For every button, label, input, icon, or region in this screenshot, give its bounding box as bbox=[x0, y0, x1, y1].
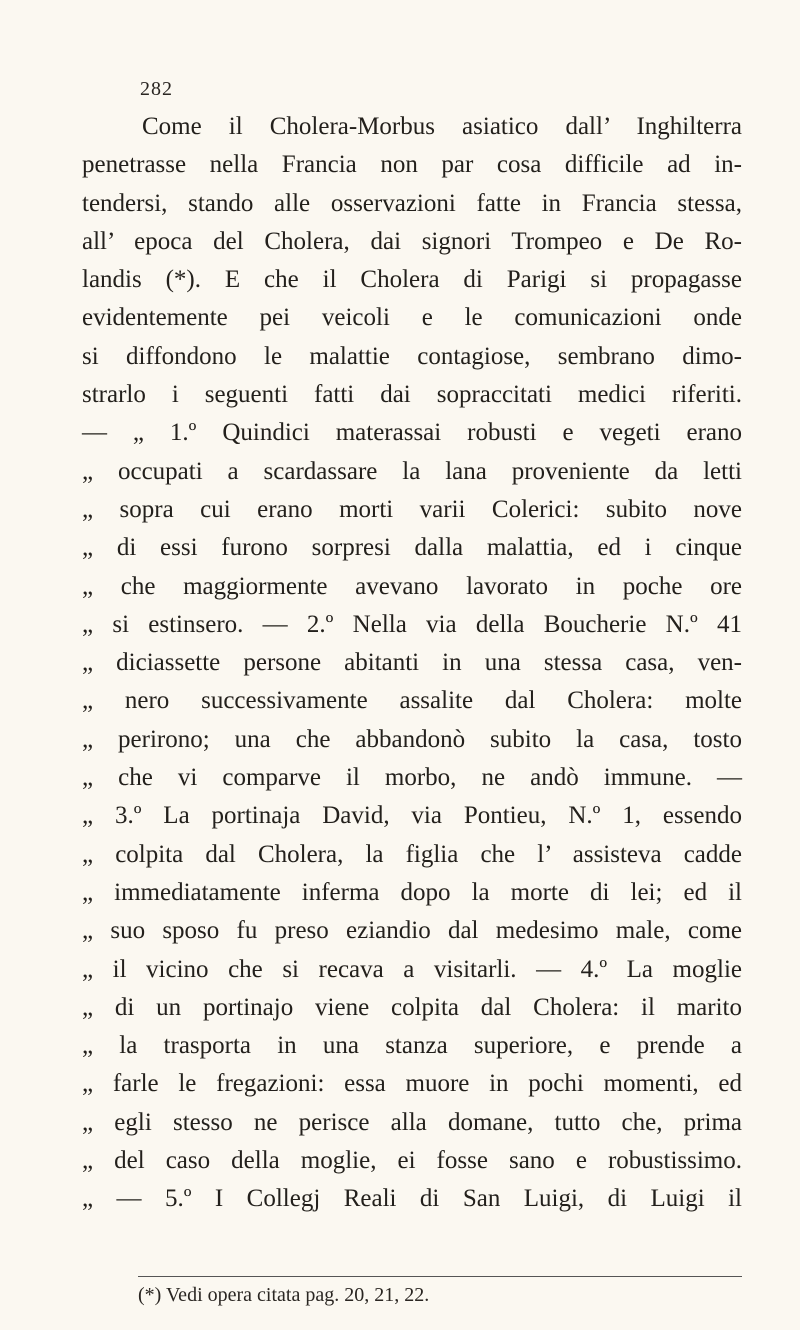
text-line: tendersi, stando alle osservazioni fatte in Francia stessa, bbox=[82, 189, 742, 217]
text-line: si diffondono le malattie contagiose, sembrano dimo- bbox=[82, 342, 742, 370]
text-line: evidentemente pei veicoli e le comunicazioni onde bbox=[82, 304, 742, 332]
text-line: strarlo i seguenti fatti dai sopraccitati medici riferiti. bbox=[82, 381, 742, 409]
text-line: landis (*). E che il Cholera di Parigi si propagasse bbox=[82, 266, 742, 294]
text-line: „ suo sposo fu preso eziandio dal medesimo male, come bbox=[82, 917, 742, 945]
text-line: „ la trasporta in una stanza superiore, e prende a bbox=[82, 1032, 742, 1060]
text-line: „ che vi comparve il morbo, ne andò immune. — bbox=[82, 764, 742, 792]
text-line: „ farle le fregazioni: essa muore in pochi momenti, ed bbox=[82, 1070, 742, 1098]
footnote-divider bbox=[138, 1276, 742, 1277]
text-line: Come il Cholera-Morbus asiatico dall’ Inghilterra bbox=[142, 113, 742, 140]
text-line: „ nero successivamente assalite dal Cholera: molte bbox=[82, 687, 742, 715]
footnote: (*) Vedi opera citata pag. 20, 21, 22. bbox=[138, 1284, 430, 1306]
text-line: „ di un portinajo viene colpita dal Cholera: il marito bbox=[82, 993, 742, 1021]
text-line: penetrasse nella Francia non par cosa difficile ad in- bbox=[82, 151, 742, 179]
text-line: „ del caso della moglie, ei fosse sano e robustissimo. bbox=[82, 1147, 742, 1175]
text-line: — „ 1.º Quindici materassai robusti e vegeti erano bbox=[82, 419, 742, 447]
text-line: all’ epoca del Cholera, dai signori Trompeo e De Ro- bbox=[82, 227, 742, 255]
text-line: „ — 5.º I Collegj Reali di San Luigi, di Luigi il bbox=[82, 1185, 742, 1213]
text-line: „ di essi furono sorpresi dalla malattia, ed i cinque bbox=[82, 534, 742, 562]
text-line: „ occupati a scardassare la lana proveniente da letti bbox=[82, 457, 742, 485]
text-line: „ sopra cui erano morti varii Colerici: subito nove bbox=[82, 495, 742, 523]
text-line: „ si estinsero. — 2.º Nella via della Boucherie N.º 41 bbox=[82, 610, 742, 638]
text-line: „ perirono; una che abbandonò subito la casa, tosto bbox=[82, 725, 742, 753]
text-line: „ colpita dal Cholera, la figlia che l’ assisteva cadde bbox=[82, 840, 742, 868]
text-line: „ immediatamente inferma dopo la morte di lei; ed il bbox=[82, 878, 742, 906]
body-text bbox=[82, 108, 742, 1219]
text-line: „ che maggiormente avevano lavorato in poche ore bbox=[82, 572, 742, 600]
text-line: „ il vicino che si recava a visitarli. — 4.º La moglie bbox=[82, 955, 742, 983]
text-line: „ 3.º La portinaja David, via Pontieu, N.º 1, essendo bbox=[82, 802, 742, 830]
page-number: 282 bbox=[140, 78, 173, 100]
text-line: „ diciassette persone abitanti in una stessa casa, ven- bbox=[82, 649, 742, 677]
text-line: „ egli stesso ne perisce alla domane, tutto che, prima bbox=[82, 1108, 742, 1136]
